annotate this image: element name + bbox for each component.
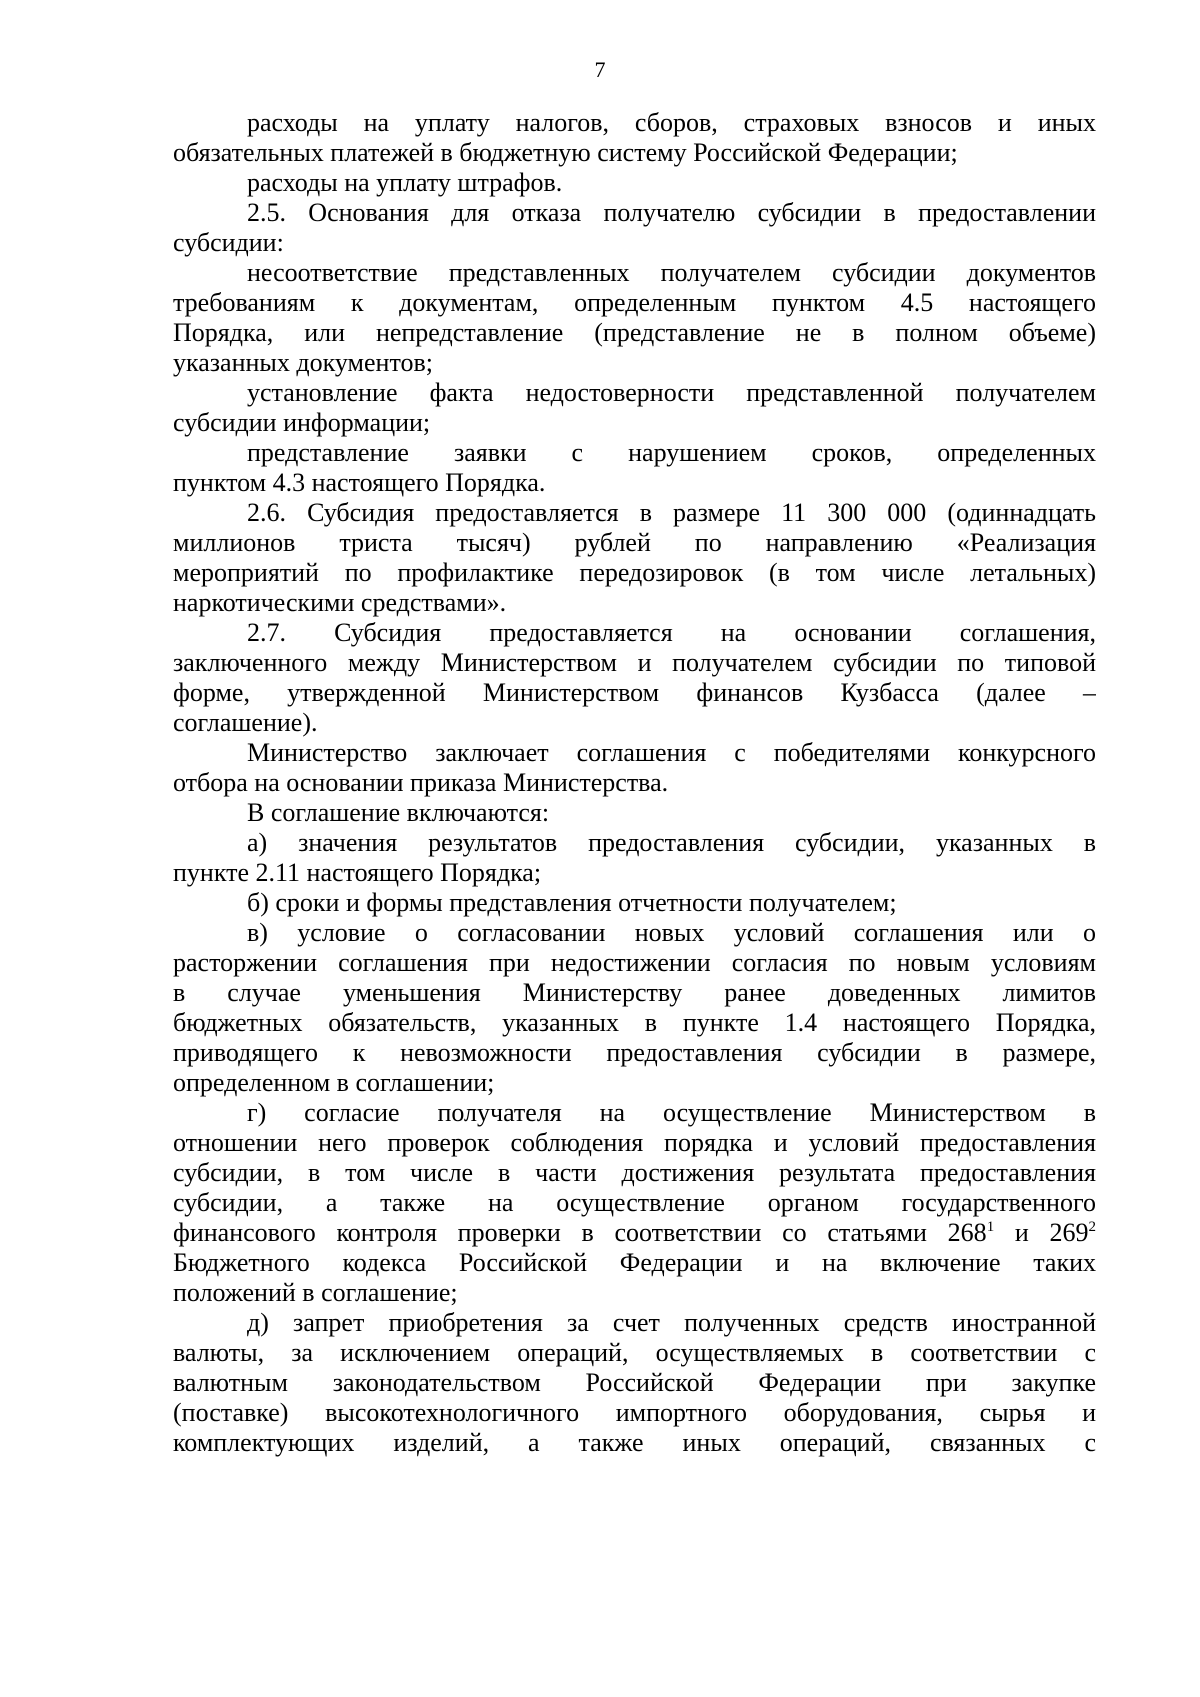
text-line: отбора на основании приказа Министерства. xyxy=(173,768,669,797)
text-line: определенном в соглашении; xyxy=(173,1068,495,1097)
text-line: миллионов триста тысяч) рублей по направлению «Реализация xyxy=(173,528,1096,557)
text-line: Министерство заключает соглашения с победителями конкурсного xyxy=(247,738,1096,767)
text-line: Порядка, или непредставление (представление не в полном объеме) xyxy=(173,318,1096,347)
text-line: расходы на уплату налогов, сборов, страховых взносов и иных xyxy=(247,108,1096,137)
text-line: несоответствие представленных получателем субсидии документов xyxy=(247,258,1096,287)
body-text xyxy=(173,108,1096,1458)
text-line: 2.7. Субсидия предоставляется на основании соглашения, xyxy=(247,618,1096,647)
text-line: пункте 2.11 настоящего Порядка; xyxy=(173,858,542,887)
text-line: отношении него проверок соблюдения порядка и условий предоставления xyxy=(173,1128,1096,1157)
text-line: форме, утвержденной Министерством финансов Кузбасса (далее – xyxy=(173,678,1096,707)
text-line: д) запрет приобретения за счет полученных средств иностранной xyxy=(247,1308,1096,1337)
text-line: валютным законодательством Российской Федерации при закупке xyxy=(173,1368,1096,1397)
text-line: представление заявки с нарушением сроков, определенных xyxy=(247,438,1096,467)
text-line: Бюджетного кодекса Российской Федерации и на включение таких xyxy=(173,1248,1096,1277)
text-line: установление факта недостоверности представленной получателем xyxy=(247,378,1096,407)
text-line: наркотическими средствами». xyxy=(173,588,507,617)
text-line: бюджетных обязательств, указанных в пункте 1.4 настоящего Порядка, xyxy=(173,1008,1096,1037)
text-line: 2.5. Основания для отказа получателю субсидии в предоставлении xyxy=(247,198,1096,227)
text-line: субсидии информации; xyxy=(173,408,431,437)
text-line-with-superscripts xyxy=(173,1218,1096,1248)
text-line: пунктом 4.3 настоящего Порядка. xyxy=(173,468,546,497)
text-line: в) условие о согласовании новых условий соглашения или о xyxy=(247,918,1096,947)
text-line: соглашение). xyxy=(173,708,318,737)
text-line: валюты, за исключением операций, осуществляемых в соответствии с xyxy=(173,1338,1096,1367)
superscript-index: 2 xyxy=(1088,1219,1096,1235)
superscript-index: 1 xyxy=(986,1219,995,1235)
text-fragment: и 269 xyxy=(994,1218,1089,1247)
text-line: расходы на уплату штрафов. xyxy=(247,168,563,197)
text-line: положений в соглашение; xyxy=(173,1278,458,1307)
text-line: субсидии, в том числе в части достижения результата предоставления xyxy=(173,1158,1096,1187)
text-line: г) согласие получателя на осуществление Министерством в xyxy=(247,1098,1096,1127)
text-line: обязательных платежей в бюджетную систему Российской Федерации; xyxy=(173,138,958,167)
text-line: 2.6. Субсидия предоставляется в размере 11 300 000 (одиннадцать xyxy=(247,498,1096,527)
text-line: б) сроки и формы представления отчетности получателем; xyxy=(247,888,897,917)
text-line: в случае уменьшения Министерству ранее доведенных лимитов xyxy=(173,978,1096,1007)
text-line: заключенного между Министерством и получателем субсидии по типовой xyxy=(173,648,1096,677)
text-line: комплектующих изделий, а также иных операций, связанных с xyxy=(173,1428,1096,1457)
text-line: субсидии: xyxy=(173,228,284,257)
text-line: а) значения результатов предоставления субсидии, указанных в xyxy=(247,828,1096,857)
text-line: приводящего к невозможности предоставления субсидии в размере, xyxy=(173,1038,1096,1067)
text-line: требованиям к документам, определенным пунктом 4.5 настоящего xyxy=(173,288,1096,317)
text-line: мероприятий по профилактике передозировок (в том числе летальных) xyxy=(173,558,1096,587)
text-fragment: финансового контроля проверки в соответствии со статьями 268 xyxy=(173,1218,987,1247)
page-number: 7 xyxy=(594,57,606,82)
text-line: В соглашение включаются: xyxy=(247,798,550,827)
text-line: указанных документов; xyxy=(173,348,433,377)
text-line: расторжении соглашения при недостижении согласия по новым условиям xyxy=(173,948,1096,977)
text-line: субсидии, а также на осуществление органом государственного xyxy=(173,1188,1096,1217)
text-line: (поставке) высокотехнологичного импортного оборудования, сырья и xyxy=(173,1398,1096,1427)
